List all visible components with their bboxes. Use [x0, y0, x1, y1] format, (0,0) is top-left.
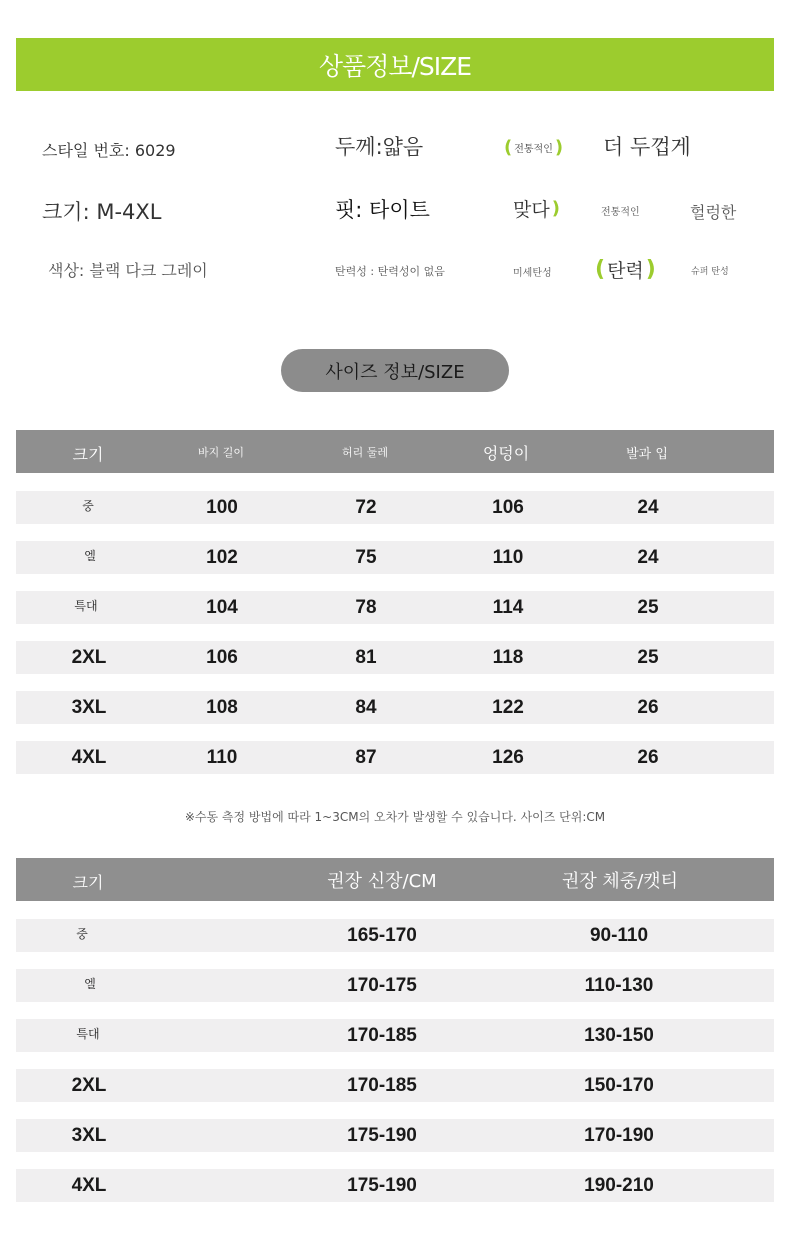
cell-size: 특대	[76, 1027, 100, 1041]
cell-waist: 81	[355, 647, 377, 668]
size-info-pill-label: 사이즈 정보/SIZE	[325, 361, 465, 383]
cell-size: 특대	[74, 599, 98, 613]
color-label: 색상: 블랙 다크 그레이	[48, 261, 208, 280]
cell-hip: 122	[492, 697, 524, 718]
cell-weight: 150-170	[584, 1075, 654, 1096]
cell-hem: 24	[637, 547, 659, 568]
size-col-length: 바지 길이	[197, 446, 245, 459]
cell-waist: 84	[355, 697, 377, 718]
cell-height: 170-175	[347, 975, 417, 996]
size-table-header	[16, 430, 774, 473]
cell-weight: 110-130	[584, 975, 654, 996]
cell-size: 4XL	[71, 747, 107, 768]
fit-label: 핏: 타이트	[335, 198, 430, 222]
size-col-hem: 발과 입	[626, 447, 668, 462]
thickness-label: 두께:얇음	[335, 135, 424, 159]
fit-option-fitted: 맞다 )	[513, 198, 560, 221]
fit-option-traditional: 전통적인	[601, 207, 640, 218]
cell-size: 3XL	[71, 697, 107, 718]
size-col-hip: 엉덩이	[482, 444, 530, 463]
table-row	[16, 919, 774, 952]
table-row	[16, 641, 774, 674]
table-row	[16, 969, 774, 1002]
cell-size: 2XL	[71, 1075, 107, 1096]
cell-hip: 106	[492, 497, 524, 518]
cell-hem: 26	[637, 747, 659, 768]
cell-weight: 130-150	[584, 1025, 654, 1046]
cell-height: 175-190	[347, 1125, 417, 1146]
cell-length: 106	[206, 647, 238, 668]
cell-hem: 25	[637, 597, 659, 618]
thickness-option-traditional: ( 전통적인 )	[504, 137, 564, 158]
table-row	[16, 541, 774, 574]
elasticity-label: 탄력성 : 탄력성이 없음	[335, 265, 445, 278]
cell-height: 175-190	[347, 1175, 417, 1196]
cell-height: 170-185	[347, 1025, 417, 1046]
cell-length: 100	[206, 497, 238, 518]
measurement-note: ※수동 측정 방법에 따라 1~3CM의 오차가 발생할 수 있습니다. 사이즈 단위:CM	[184, 810, 606, 824]
cell-weight: 170-190	[584, 1125, 654, 1146]
cell-hem: 26	[637, 697, 659, 718]
cell-size: 중	[82, 499, 94, 513]
cell-size: 3XL	[71, 1125, 107, 1146]
cell-size: 엘	[84, 549, 96, 563]
table-row	[16, 491, 774, 524]
cell-height: 165-170	[347, 925, 417, 946]
product-info-banner	[16, 38, 774, 91]
elasticity-option-elastic-text: 탄력	[607, 260, 644, 282]
cell-weight: 90-110	[589, 925, 649, 946]
cell-height: 170-185	[347, 1075, 417, 1096]
cell-waist: 72	[355, 497, 377, 518]
cell-length: 110	[206, 747, 238, 768]
rec-table-header	[16, 858, 774, 901]
table-row	[16, 1069, 774, 1102]
table-row	[16, 1119, 774, 1152]
table-row	[16, 1019, 774, 1052]
elasticity-option-slight: 미세탄성	[513, 268, 552, 279]
rec-col-weight: 권장 체중/캣티	[561, 871, 679, 892]
cell-waist: 75	[355, 547, 377, 568]
size-info-pill	[281, 349, 509, 392]
thickness-option-thicker: 더 두껍게	[603, 135, 691, 159]
fit-option-loose: 헐렁한	[690, 203, 737, 222]
cell-length: 104	[206, 597, 238, 618]
rec-col-height: 권장 신장/CM	[327, 871, 437, 892]
cell-hip: 110	[492, 547, 524, 568]
cell-size: 2XL	[71, 647, 107, 668]
size-col-waist: 허리 둘레	[341, 446, 389, 459]
cell-size: 중	[76, 927, 88, 941]
thickness-option-traditional-text: 전통적인	[514, 144, 553, 155]
table-row	[16, 1169, 774, 1202]
rec-col-size: 크기	[72, 873, 104, 892]
cell-length: 102	[206, 547, 238, 568]
cell-size: 4XL	[71, 1175, 107, 1196]
cell-length: 108	[206, 697, 238, 718]
elasticity-option-elastic: ( 탄력)	[595, 257, 656, 282]
cell-hip: 118	[492, 647, 524, 668]
cell-weight: 190-210	[584, 1175, 654, 1196]
size-col-size: 크기	[72, 445, 104, 464]
table-row	[16, 691, 774, 724]
fit-option-fitted-text: 맞다	[513, 199, 550, 221]
cell-waist: 78	[355, 597, 377, 618]
banner-title: 상품정보/SIZE	[318, 51, 472, 81]
style-number: 스타일 번호: 6029	[42, 141, 176, 160]
cell-hip: 114	[492, 597, 524, 618]
elasticity-option-super: 슈퍼 탄성	[691, 267, 729, 277]
cell-size: 엘	[84, 977, 96, 991]
cell-hip: 126	[492, 747, 524, 768]
table-row	[16, 591, 774, 624]
cell-hem: 25	[637, 647, 659, 668]
cell-waist: 87	[355, 747, 377, 768]
table-row	[16, 741, 774, 774]
size-range: 크기: M-4XL	[42, 200, 162, 224]
cell-hem: 24	[637, 497, 659, 518]
